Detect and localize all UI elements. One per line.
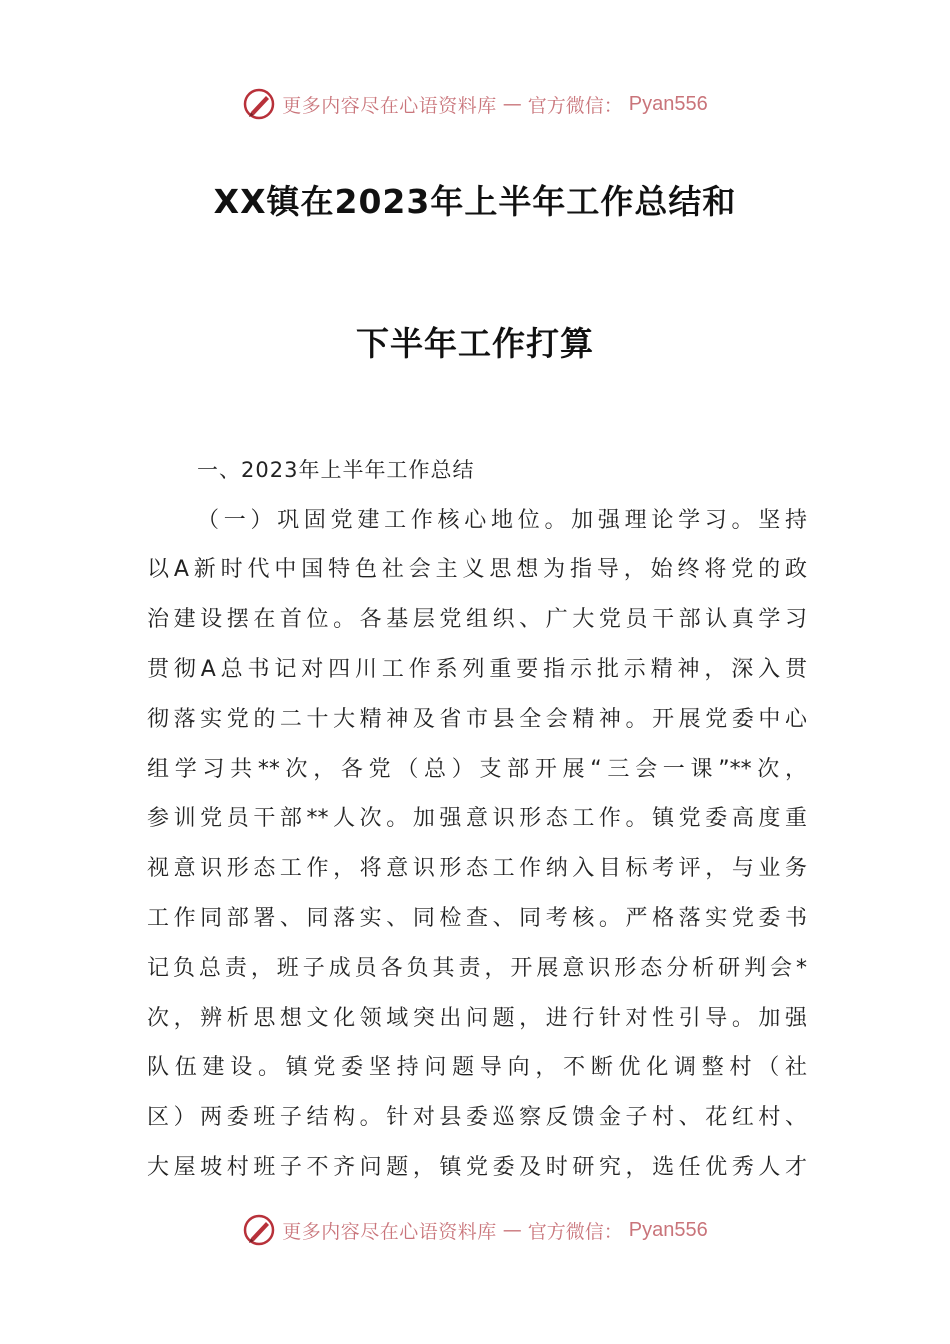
paragraph-line: （一）巩固党建工作核心地位。加强理论学习。坚持 — [197, 508, 807, 533]
watermark-text: 更多内容尽在心语资料库 — [282, 94, 497, 117]
watermark-separator: — — [502, 93, 522, 115]
paragraph-line: 工作同部署、同落实、同检查、同考核。严格落实党委书 — [147, 906, 807, 931]
paragraph-line: 记负总责，班子成员各负其责，开展意识形态分析研判会* — [147, 956, 807, 981]
watermark-banner-bottom — [0, 1210, 950, 1250]
pen-circle-logo-icon — [242, 1213, 276, 1247]
pen-circle-logo-icon — [242, 87, 276, 121]
watermark-wechat-label: 官方微信： — [527, 1220, 623, 1243]
watermark-wechat-label: 官方微信： — [527, 94, 623, 117]
paragraph-line: 贯彻A总书记对四川工作系列重要指示批示精神，深入贯 — [147, 657, 807, 682]
watermark-separator: — — [502, 1219, 522, 1241]
paragraph-line: 队伍建设。镇党委坚持问题导向，不断优化调整村（社 — [147, 1055, 807, 1080]
paragraph-line: 组学习共**次，各党（总）支部开展“三会一课”**次， — [147, 757, 807, 782]
watermark-wechat-id: Pyan556 — [628, 1218, 708, 1241]
paragraph-line: 视意识形态工作，将意识形态工作纳入目标考评，与业务 — [147, 856, 807, 881]
watermark-banner-top — [0, 84, 950, 124]
watermark-wechat-id: Pyan556 — [628, 92, 708, 115]
paragraph-line: 彻落实党的二十大精神及省市县全会精神。开展党委中心 — [147, 707, 807, 732]
watermark-text: 更多内容尽在心语资料库 — [282, 1220, 497, 1243]
paragraph-line: 治建设摆在首位。各基层党组织、广大党员干部认真学习 — [147, 607, 807, 632]
paragraph-line: 区）两委班子结构。针对县委巡察反馈金子村、花红村、 — [147, 1105, 807, 1130]
paragraph-line: 次，辨析思想文化领域突出问题，进行针对性引导。加强 — [147, 1006, 807, 1031]
paragraph-line: 大屋坡村班子不齐问题，镇党委及时研究，选任优秀人才 — [147, 1155, 807, 1180]
document-title-line-1: XX镇在2023年上半年工作总结和 — [213, 182, 737, 221]
paragraph-line: 参训党员干部**人次。加强意识形态工作。镇党委高度重 — [147, 806, 807, 831]
document-title-line-2: 下半年工作打算 — [356, 324, 594, 363]
section-heading: 一、2023年上半年工作总结 — [197, 458, 475, 482]
paragraph-line: 以A新时代中国特色社会主义思想为指导，始终将党的政 — [147, 557, 807, 582]
